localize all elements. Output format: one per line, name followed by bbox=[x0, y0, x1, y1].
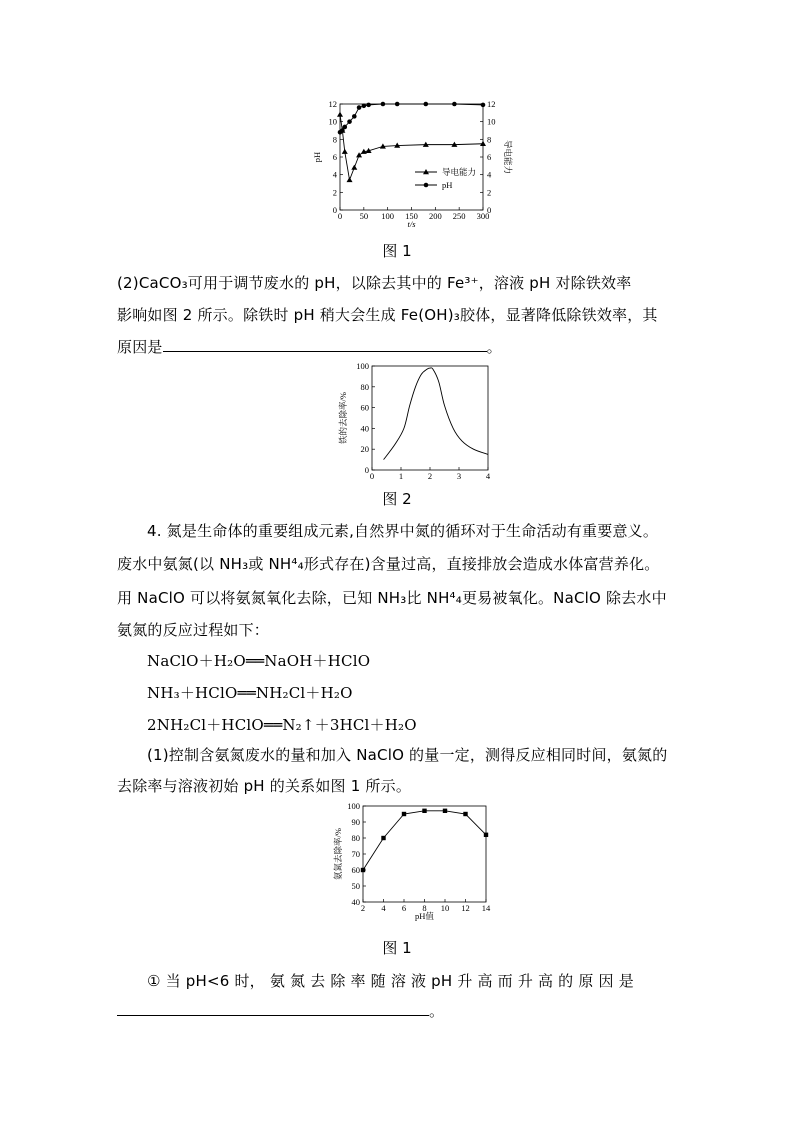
paragraph-q4-line3: 用 NaClO 可以将氨氮氧化去除，已知 NH₃比 NH⁴₄更易被氧化。NaClO 除去水中 bbox=[117, 589, 667, 607]
figure-2-caption: 图 2 bbox=[382, 490, 412, 508]
x-tick-label: 300 bbox=[476, 211, 490, 221]
figure-3-caption: 图 1 bbox=[382, 939, 412, 957]
x-tick-label: 8 bbox=[422, 903, 427, 913]
y2-tick-label: 2 bbox=[487, 187, 492, 198]
paragraph-q4-line1: 4. 氮是生命体的重要组成元素,自然界中氮的循环对于生命活动有重要意义。 bbox=[147, 522, 659, 540]
data-point-2 bbox=[424, 102, 429, 107]
x-tick-label: 50 bbox=[359, 211, 369, 221]
data-point-1 bbox=[480, 141, 486, 146]
data-point-2 bbox=[481, 103, 486, 108]
figure-3-chart bbox=[330, 798, 500, 930]
y-tick-label: 10 bbox=[328, 116, 337, 127]
y2-tick-label: 4 bbox=[487, 169, 492, 180]
data-point-1 bbox=[402, 812, 406, 816]
figure-2-chart bbox=[330, 358, 500, 486]
data-point-1 bbox=[351, 165, 357, 170]
paragraph-q2-line2: 影响如图 2 所示。除铁时 pH 稍大会生成 Fe(OH)₃胶体，显著降低除铁效率，其 bbox=[117, 306, 658, 324]
y2-tick-label: 10 bbox=[487, 116, 496, 127]
series-line-2 bbox=[340, 104, 483, 132]
end-mark: 。 bbox=[486, 338, 502, 356]
x-tick-label: 2 bbox=[360, 903, 366, 913]
legend-label: pH bbox=[442, 180, 453, 190]
y-axis-label: 氨氮去除率/% bbox=[333, 828, 343, 880]
y2-tick-label: 0 bbox=[487, 205, 492, 215]
y-tick-label: 6 bbox=[332, 152, 337, 162]
equation-3: 2NH₂Cl＋HClO══N₂↑＋3HCl＋H₂O bbox=[147, 716, 417, 734]
data-point-2 bbox=[352, 114, 357, 119]
data-point-2 bbox=[452, 102, 457, 107]
x-tick-label: 4 bbox=[381, 903, 386, 913]
y-axis-label: 铁的去除率/% bbox=[338, 392, 348, 444]
data-point-2 bbox=[357, 105, 362, 110]
data-point-2 bbox=[366, 103, 371, 108]
y-tick-label: 20 bbox=[360, 444, 369, 455]
data-point-2 bbox=[342, 125, 347, 130]
x-tick-label: 200 bbox=[428, 211, 442, 221]
paragraph-q2-line3 bbox=[117, 336, 502, 357]
y-axis-label: pH bbox=[312, 151, 322, 163]
y2-tick-label: 8 bbox=[487, 134, 492, 145]
y-tick-label: 40 bbox=[360, 423, 369, 434]
data-point-1 bbox=[463, 812, 467, 816]
paragraph-q4-line2: 废水中氨氮(以 NH₃或 NH⁴₄形式存在)含量过高，直接排放会造成水体富营养化。 bbox=[117, 555, 660, 573]
paragraph-q4-1a-line2 bbox=[117, 1000, 444, 1021]
x-tick-label: 250 bbox=[452, 211, 466, 221]
data-point-2 bbox=[395, 102, 400, 107]
plot-frame bbox=[372, 366, 488, 470]
x-tick-label: 6 bbox=[401, 903, 407, 913]
data-point-1 bbox=[347, 177, 353, 182]
y-tick-label: 50 bbox=[351, 881, 360, 891]
y-tick-label: 12 bbox=[328, 99, 337, 109]
data-point-2 bbox=[347, 119, 352, 124]
series-line-1 bbox=[384, 368, 488, 460]
x-tick-label: 4 bbox=[485, 471, 491, 481]
series-line-1 bbox=[363, 811, 486, 870]
y-tick-label: 70 bbox=[351, 849, 360, 859]
y-tick-label: 80 bbox=[360, 381, 369, 392]
y-tick-label: 2 bbox=[332, 187, 337, 198]
y-tick-label: 90 bbox=[351, 817, 360, 827]
figure-1-caption: 图 1 bbox=[382, 242, 412, 260]
x-tick-label: 3 bbox=[456, 471, 462, 481]
y-tick-label: 0 bbox=[364, 465, 369, 475]
x-tick-label: 0 bbox=[337, 211, 343, 221]
y-tick-label: 8 bbox=[332, 134, 337, 145]
y-tick-label: 4 bbox=[332, 169, 337, 180]
paragraph-q4-1-line1: (1)控制含氨氮废水的量和加入 NaClO 的量一定，测得反应相同时间，氨氮的 bbox=[147, 746, 668, 764]
y-tick-label: 100 bbox=[347, 801, 360, 811]
data-point-1 bbox=[443, 809, 447, 813]
equation-1: NaClO＋H₂O══NaOH＋HClO bbox=[147, 652, 371, 670]
x-tick-label: 0 bbox=[369, 471, 375, 481]
x-tick-label: 12 bbox=[461, 903, 470, 913]
y-tick-label: 80 bbox=[351, 833, 360, 843]
answer-prompt: 原因是 bbox=[117, 338, 163, 356]
x-tick-label: 1 bbox=[398, 471, 404, 481]
figure-1-chart bbox=[300, 92, 530, 234]
data-point-2 bbox=[381, 102, 386, 107]
paragraph-q4-1-line2: 去除率与溶液初始 pH 的关系如图 1 所示。 bbox=[117, 777, 412, 795]
answer-blank-q4[interactable] bbox=[117, 1001, 429, 1016]
data-point-1 bbox=[337, 112, 343, 117]
y-tick-label: 60 bbox=[351, 865, 360, 875]
data-point-2 bbox=[362, 103, 367, 108]
x-tick-label: 2 bbox=[427, 471, 433, 481]
data-point-1 bbox=[381, 836, 385, 840]
data-point-1 bbox=[422, 809, 426, 813]
x-tick-label: 150 bbox=[405, 211, 418, 221]
data-point-1 bbox=[342, 149, 348, 154]
legend-label: 导电能力 bbox=[442, 167, 477, 177]
equation-2: NH₃＋HClO══NH₂Cl＋H₂O bbox=[147, 684, 353, 702]
end-mark: 。 bbox=[429, 1002, 445, 1020]
data-point-1 bbox=[484, 833, 488, 837]
legend-marker bbox=[424, 183, 429, 188]
x-axis-label: t/s bbox=[407, 219, 416, 229]
y2-tick-label: 12 bbox=[487, 99, 496, 109]
paragraph-q4-1a-line1: ① 当 pH<6 时， 氨 氮 去 除 率 随 溶 液 pH 升 高 而 升 高 的 原 因 是 bbox=[147, 972, 634, 990]
x-tick-label: 10 bbox=[440, 903, 450, 913]
y-tick-label: 0 bbox=[332, 205, 337, 215]
x-tick-label: 14 bbox=[481, 903, 491, 913]
data-point-1 bbox=[361, 868, 365, 872]
paragraph-q2-line1: (2)CaCO₃可用于调节废水的 pH，以除去其中的 Fe³⁺，溶液 pH 对除铁效率 bbox=[117, 274, 632, 292]
answer-blank-q2[interactable] bbox=[163, 337, 487, 352]
y-tick-label: 60 bbox=[360, 402, 369, 413]
paragraph-q4-line4: 氨氮的反应过程如下： bbox=[117, 621, 270, 639]
y2-tick-label: 6 bbox=[487, 152, 492, 162]
y2-axis-label: 导电能力 bbox=[503, 139, 513, 175]
y-tick-label: 100 bbox=[356, 361, 369, 371]
plot-frame bbox=[363, 806, 486, 902]
data-point-1 bbox=[356, 152, 362, 157]
x-axis-label: pH值 bbox=[415, 911, 434, 921]
y-tick-label: 40 bbox=[351, 897, 360, 907]
x-tick-label: 100 bbox=[381, 211, 395, 221]
